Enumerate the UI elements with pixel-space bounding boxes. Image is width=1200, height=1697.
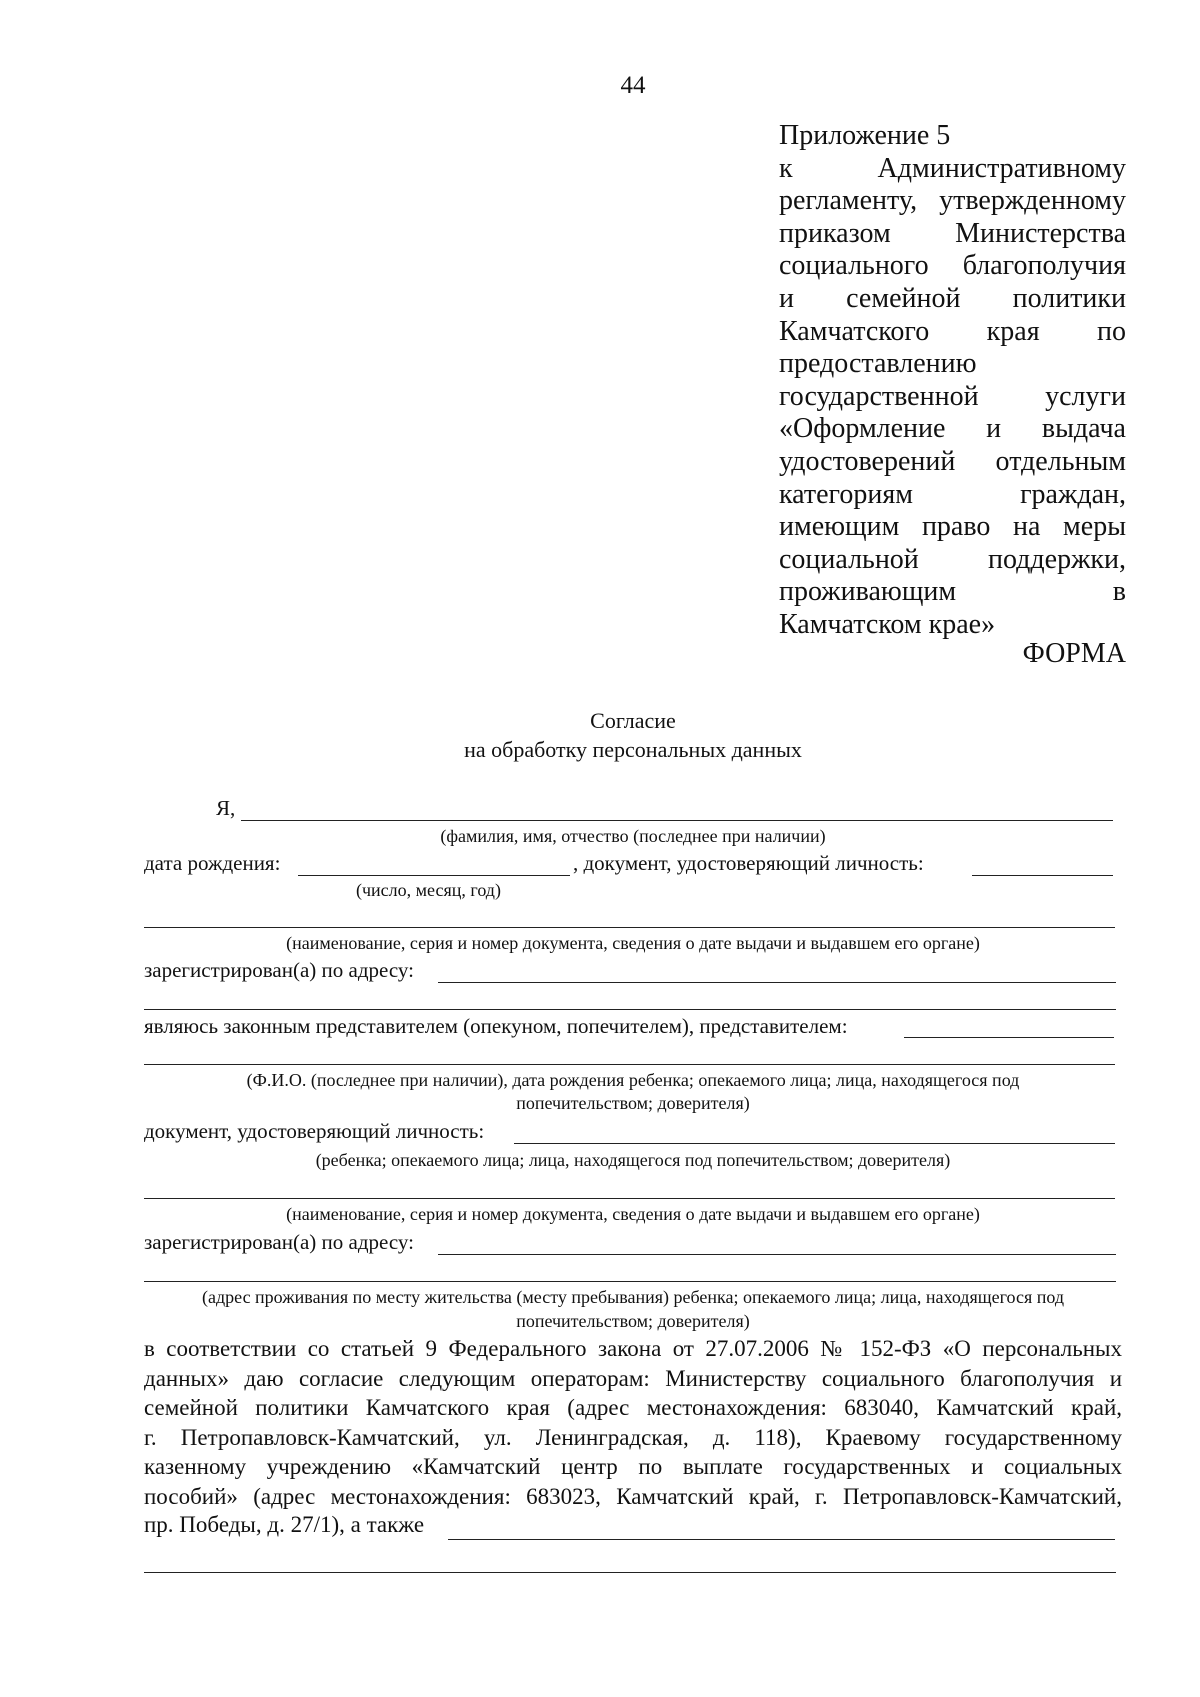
also-field[interactable] xyxy=(448,1539,1115,1540)
doc3-caption: (наименование, серия и номер документа, сведения о дате выдачи и выдавшем его органе) xyxy=(286,1204,980,1224)
doc-label: , документ, удостоверяющий личность: xyxy=(573,851,924,875)
doc2-label: документ, удостоверяющий личность: xyxy=(144,1119,485,1143)
child-details-field[interactable] xyxy=(144,1064,1115,1065)
addr-caption-2: попечительством; доверителя) xyxy=(516,1311,750,1331)
reg-label: зарегистрирован(а) по адресу: xyxy=(144,958,414,982)
birth-label: дата рождения: xyxy=(144,851,281,875)
fio-caption: (фамилия, имя, отчество (последнее при наличии) xyxy=(440,826,826,846)
addr-caption: (адрес проживания по месту жительства (месту пребывания) ребенка; опекаемого лица; лица, находящегося под xyxy=(201,1287,1065,1307)
rep-field[interactable] xyxy=(904,1037,1114,1038)
appendix-line: и семейной политики xyxy=(779,282,1126,314)
doc-field[interactable] xyxy=(972,875,1113,876)
appendix-line: социальной поддержки, xyxy=(779,543,1126,575)
appendix-line: Приложение 5 xyxy=(779,120,951,151)
child-caption-2: попечительством; доверителя) xyxy=(516,1093,750,1113)
appendix-line: социального благополучия xyxy=(779,250,1126,282)
appendix-line: предоставлению xyxy=(779,348,977,380)
reg2-label: зарегистрирован(а) по адресу: xyxy=(144,1230,414,1254)
document-title: Согласие xyxy=(590,708,676,733)
reg-address-field-2[interactable] xyxy=(144,1009,1116,1010)
appendix-line: «Оформление и выдача xyxy=(779,413,1126,445)
document-subtitle: на обработку персональных данных xyxy=(464,737,802,762)
child-caption: (Ф.И.О. (последнее при наличии), дата рождения ребенка; опекаемого лица; лица, находящегося под xyxy=(246,1070,1020,1090)
reg2-address-field-2[interactable] xyxy=(144,1281,1116,1282)
appendix-line: регламенту, утвержденному xyxy=(779,185,1126,217)
consent-line: г. Петропавловск-Камчатский, ул. Ленинградская, д. 118), Краевому государственному xyxy=(144,1424,1122,1450)
rep-label: являюсь законным представителем (опекуном, попечителем), представителем: xyxy=(144,1014,848,1038)
consent-line: казенному учреждению «Камчатский центр по выплате государственных и социальных xyxy=(144,1454,1122,1480)
i-label: Я, xyxy=(216,796,236,820)
date-caption: (число, месяц, год) xyxy=(356,880,501,900)
appendix-line: проживающим в xyxy=(779,576,1126,608)
appendix-line: категориям граждан, xyxy=(779,478,1126,510)
also-field-2[interactable] xyxy=(144,1572,1116,1573)
reg2-address-field[interactable] xyxy=(438,1254,1116,1255)
consent-line: данных» даю согласие следующим операторам: Министерству социального благополучия и xyxy=(144,1365,1122,1391)
doc2-caption: (ребенка; опекаемого лица; лица, находящегося под попечительством; доверителя) xyxy=(315,1150,951,1170)
doc3-details-field[interactable] xyxy=(144,1198,1115,1199)
appendix-line: приказом Министерства xyxy=(779,217,1126,249)
birth-date-field[interactable] xyxy=(298,875,570,876)
doc-caption: (наименование, серия и номер документа, сведения о дате выдачи и выдавшем его органе) xyxy=(286,933,980,953)
appendix-line: к Административному xyxy=(779,152,1126,184)
appendix-line: государственной услуги xyxy=(779,380,1126,412)
appendix-line: Камчатского края по xyxy=(779,315,1126,347)
consent-text xyxy=(144,1334,1122,1512)
appendix-line: имеющим право на меры xyxy=(779,511,1126,543)
consent-line: в соответствии со статьей 9 Федерального закона от 27.07.2006 № 152-ФЗ «О персональных xyxy=(144,1336,1122,1361)
fio-field[interactable] xyxy=(241,820,1113,821)
doc2-field[interactable] xyxy=(514,1143,1115,1144)
appendix-line: удостоверений отдельным xyxy=(779,445,1126,477)
page-number: 44 xyxy=(620,72,646,99)
reg-address-field[interactable] xyxy=(438,982,1116,983)
consent-last-line: пр. Победы, д. 27/1), а также xyxy=(144,1512,425,1537)
doc-details-field[interactable] xyxy=(144,927,1115,928)
appendix-block xyxy=(779,120,1126,642)
appendix-line: Камчатском крае» xyxy=(779,608,996,640)
form-label: ФОРМА xyxy=(1022,638,1126,669)
consent-line: семейной политики Камчатского края (адрес местонахождения: 683040, Камчатский край, xyxy=(144,1395,1122,1421)
consent-line: пособий» (адрес местонахождения: 683023, Камчатский край, г. Петропавловск-Камчатский, xyxy=(144,1483,1122,1509)
